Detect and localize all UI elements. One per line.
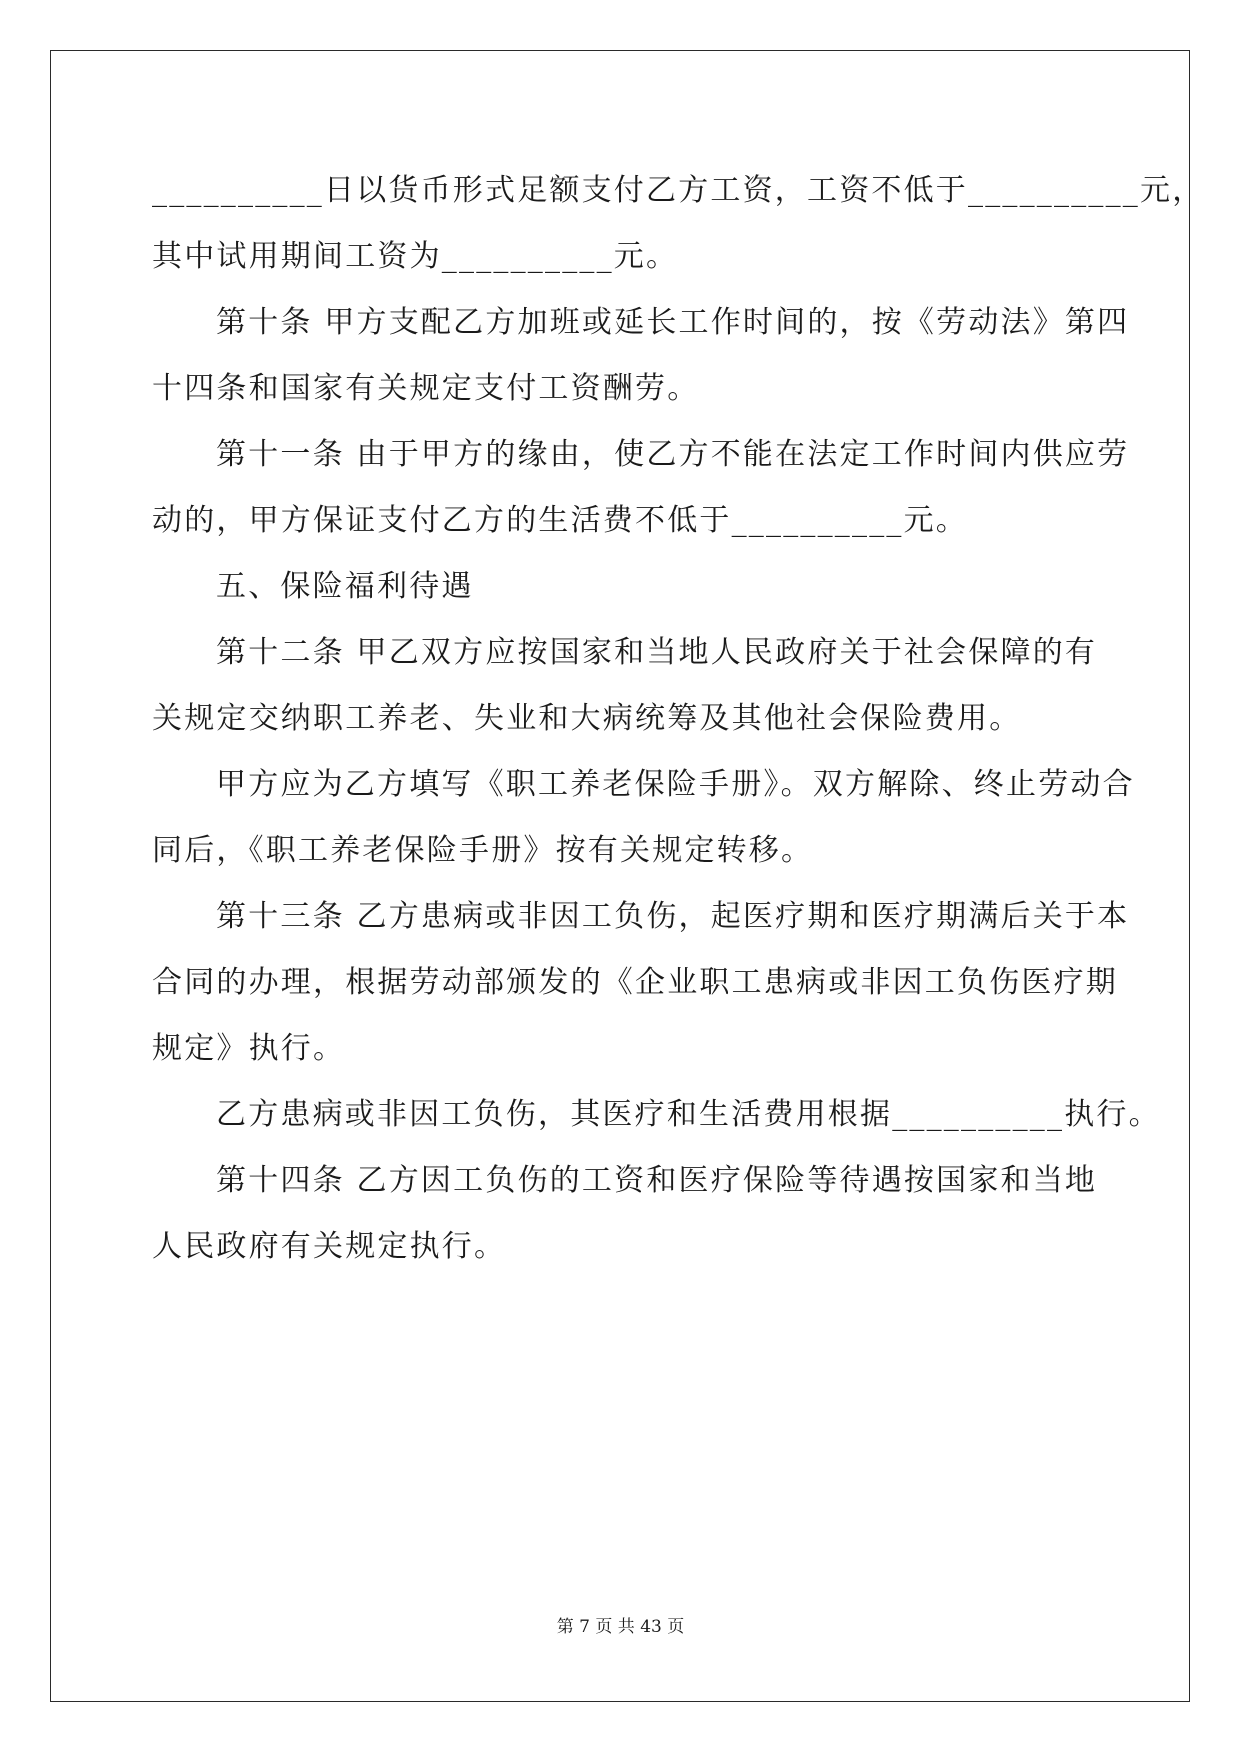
article-13-line: 第十三条 乙方患病或非因工负伤，起医疗期和医疗期满后关于本 — [216, 899, 1130, 934]
body-line: 关规定交纳职工养老、失业和大病统筹及其他社会保险费用。 — [152, 701, 1022, 736]
paragraph-line: 乙方患病或非因工负伤，其医疗和生活费用根据__________执行。 — [216, 1097, 1161, 1132]
paragraph-line: 甲方应为乙方填写《职工养老保险手册》。双方解除、终止劳动合 — [216, 767, 1135, 802]
body-line: 同后，《职工养老保险手册》按有关规定转移。 — [152, 833, 814, 868]
article-14-line: 第十四条 乙方因工负伤的工资和医疗保险等待遇按国家和当地 — [216, 1163, 1098, 1198]
body-line: __________日以货币形式足额支付乙方工资，工资不低于__________元， — [152, 173, 1205, 208]
article-11-line: 第十一条 由于甲方的缘由，使乙方不能在法定工作时间内供应劳 — [216, 437, 1130, 472]
body-line: 动的，甲方保证支付乙方的生活费不低于__________元。 — [152, 503, 968, 538]
body-line: 规定》执行。 — [152, 1031, 346, 1066]
article-12-line: 第十二条 甲乙双方应按国家和当地人民政府关于社会保障的有 — [216, 635, 1098, 670]
body-line: 十四条和国家有关规定支付工资酬劳。 — [152, 371, 700, 406]
document-body — [152, 158, 1205, 1280]
section-heading: 五、保险福利待遇 — [216, 569, 474, 604]
body-line: 其中试用期间工资为__________元。 — [152, 239, 679, 274]
body-line: 合同的办理，根据劳动部颁发的《企业职工患病或非因工负伤医疗期 — [152, 965, 1118, 1000]
page-number-footer: 第 7 页 共 43 页 — [556, 1617, 685, 1637]
article-10-line: 第十条 甲方支配乙方加班或延长工作时间的，按《劳动法》第四 — [216, 305, 1130, 340]
body-line: 人民政府有关规定执行。 — [152, 1229, 507, 1264]
